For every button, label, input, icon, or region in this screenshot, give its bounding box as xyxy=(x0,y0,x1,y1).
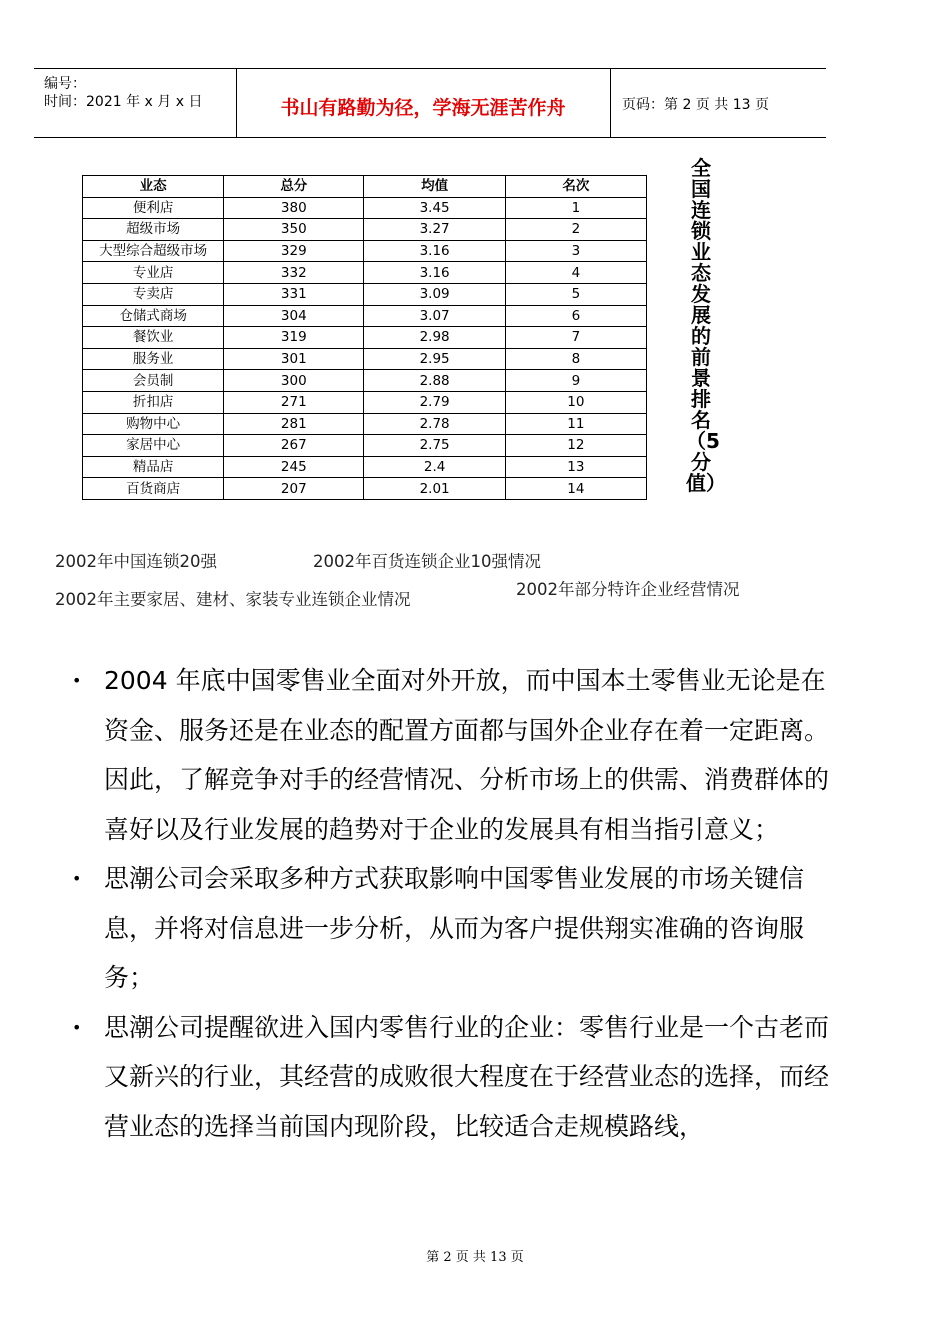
cell-mean: 2.88 xyxy=(364,370,505,392)
cell-total: 245 xyxy=(224,456,364,478)
bullet-list xyxy=(70,656,830,1151)
cell-mean: 2.79 xyxy=(364,391,505,413)
cell-rank: 13 xyxy=(505,456,646,478)
cell-total: 271 xyxy=(224,391,364,413)
link-franchise[interactable]: 2002年部分特许企业经营情况 xyxy=(516,580,740,599)
cell-rank: 1 xyxy=(505,197,646,219)
col-header-mean: 均值 xyxy=(364,176,505,198)
cell-rank: 12 xyxy=(505,435,646,457)
cell-total: 301 xyxy=(224,348,364,370)
cell-mean: 3.45 xyxy=(364,197,505,219)
bullet-dot: • xyxy=(72,671,82,690)
cell-total: 281 xyxy=(224,413,364,435)
table-row xyxy=(83,435,647,457)
bullet-dot: • xyxy=(72,869,82,888)
cell-mean: 2.01 xyxy=(364,478,505,500)
cell-rank: 14 xyxy=(505,478,646,500)
cell-rank: 2 xyxy=(505,219,646,241)
col-header-rank: 名次 xyxy=(505,176,646,198)
cell-format: 百货商店 xyxy=(83,478,224,500)
cell-rank: 4 xyxy=(505,262,646,284)
cell-mean: 3.16 xyxy=(364,262,505,284)
cell-total: 267 xyxy=(224,435,364,457)
link-dept-store[interactable]: 2002年百货连锁企业10强情况 xyxy=(313,552,541,571)
cell-rank: 10 xyxy=(505,391,646,413)
page-footer: 第 2 页 共 13 页 xyxy=(426,1250,524,1265)
cell-mean: 3.07 xyxy=(364,305,505,327)
cell-mean: 2.75 xyxy=(364,435,505,457)
cell-rank: 3 xyxy=(505,240,646,262)
cell-format: 便利店 xyxy=(83,197,224,219)
cell-mean: 3.27 xyxy=(364,219,505,241)
cell-mean: 2.78 xyxy=(364,413,505,435)
cell-mean: 3.16 xyxy=(364,240,505,262)
table-row xyxy=(83,348,647,370)
cell-rank: 11 xyxy=(505,413,646,435)
cell-format: 餐饮业 xyxy=(83,327,224,349)
cell-mean: 2.4 xyxy=(364,456,505,478)
cell-total: 332 xyxy=(224,262,364,284)
cell-format: 服务业 xyxy=(83,348,224,370)
table-row xyxy=(83,370,647,392)
table-row xyxy=(83,240,647,262)
cell-format: 超级市场 xyxy=(83,219,224,241)
cell-rank: 7 xyxy=(505,327,646,349)
cell-format: 会员制 xyxy=(83,370,224,392)
cell-mean: 2.98 xyxy=(364,327,505,349)
bullet-text: 思潮公司提醒欲进入国内零售行业的企业：零售行业是一个古老而又新兴的行业，其经营的成败很大程度在于经营业态的选择，而经营业态的选择当前国内现阶段，比较适合走规模路线， xyxy=(104,1012,830,1141)
header-page-cell xyxy=(610,69,826,137)
cell-format: 仓储式商场 xyxy=(83,305,224,327)
bullet-item xyxy=(70,854,830,1003)
col-header-total: 总分 xyxy=(224,176,364,198)
page-header xyxy=(34,68,826,138)
bullet-item xyxy=(70,1003,830,1152)
header-motto-cell xyxy=(236,69,611,137)
link-home-building[interactable]: 2002年主要家居、建材、家装专业连锁企业情况 xyxy=(55,590,411,609)
cell-total: 304 xyxy=(224,305,364,327)
table-row xyxy=(83,219,647,241)
cell-total: 350 xyxy=(224,219,364,241)
bullet-text: 思潮公司会采取多种方式获取影响中国零售业发展的市场关键信息，并将对信息进一步分析，从而为客户提供翔实准确的咨询服务； xyxy=(104,864,805,992)
bullet-item xyxy=(70,656,830,854)
bullet-dot: • xyxy=(72,1017,82,1037)
table-row xyxy=(83,413,647,435)
cell-format: 专卖店 xyxy=(83,283,224,305)
cell-format: 专业店 xyxy=(83,262,224,284)
cell-format: 家居中心 xyxy=(83,435,224,457)
cell-total: 380 xyxy=(224,197,364,219)
cell-format: 大型综合超级市场 xyxy=(83,240,224,262)
table-row xyxy=(83,478,647,500)
link-top20[interactable]: 2002年中国连锁20强 xyxy=(55,552,217,571)
table-header-row xyxy=(83,176,647,198)
cell-rank: 5 xyxy=(505,283,646,305)
time-label: 时间：2021 年 x 月 x 日 xyxy=(44,94,203,110)
cell-total: 329 xyxy=(224,240,364,262)
cell-rank: 9 xyxy=(505,370,646,392)
header-meta-cell xyxy=(34,69,237,137)
cell-mean: 2.95 xyxy=(364,348,505,370)
id-label: 编号： xyxy=(44,76,86,92)
vertical-title: 全国连锁业态发展的前景排名（5分值） xyxy=(686,156,726,495)
cell-format: 购物中心 xyxy=(83,413,224,435)
table-row xyxy=(83,327,647,349)
motto: 书山有路勤为径，学海无涯苦作舟 xyxy=(280,97,566,119)
cell-format: 精品店 xyxy=(83,456,224,478)
table-row xyxy=(83,305,647,327)
bullet-text: 2004 年底中国零售业全面对外开放，而中国本土零售业无论是在资金、服务还是在业态的配置方面都与国外企业存在着一定距离。因此，了解竞争对手的经营情况、分析市场上的供需、消费群体的喜好以及行业发展的趋势对于企业的发展具有相当指引意义； xyxy=(104,666,830,844)
table-row xyxy=(83,197,647,219)
table-row xyxy=(83,391,647,413)
page-info: 页码：第 2 页 共 13 页 xyxy=(622,97,769,113)
table-row xyxy=(83,283,647,305)
cell-format: 折扣店 xyxy=(83,391,224,413)
cell-total: 207 xyxy=(224,478,364,500)
table-row xyxy=(83,456,647,478)
cell-total: 331 xyxy=(224,283,364,305)
cell-rank: 8 xyxy=(505,348,646,370)
cell-total: 319 xyxy=(224,327,364,349)
col-header-format: 业态 xyxy=(83,176,224,198)
ranking-table xyxy=(82,175,647,500)
table-body xyxy=(83,197,647,499)
cell-mean: 3.09 xyxy=(364,283,505,305)
cell-total: 300 xyxy=(224,370,364,392)
table-row xyxy=(83,262,647,284)
cell-rank: 6 xyxy=(505,305,646,327)
